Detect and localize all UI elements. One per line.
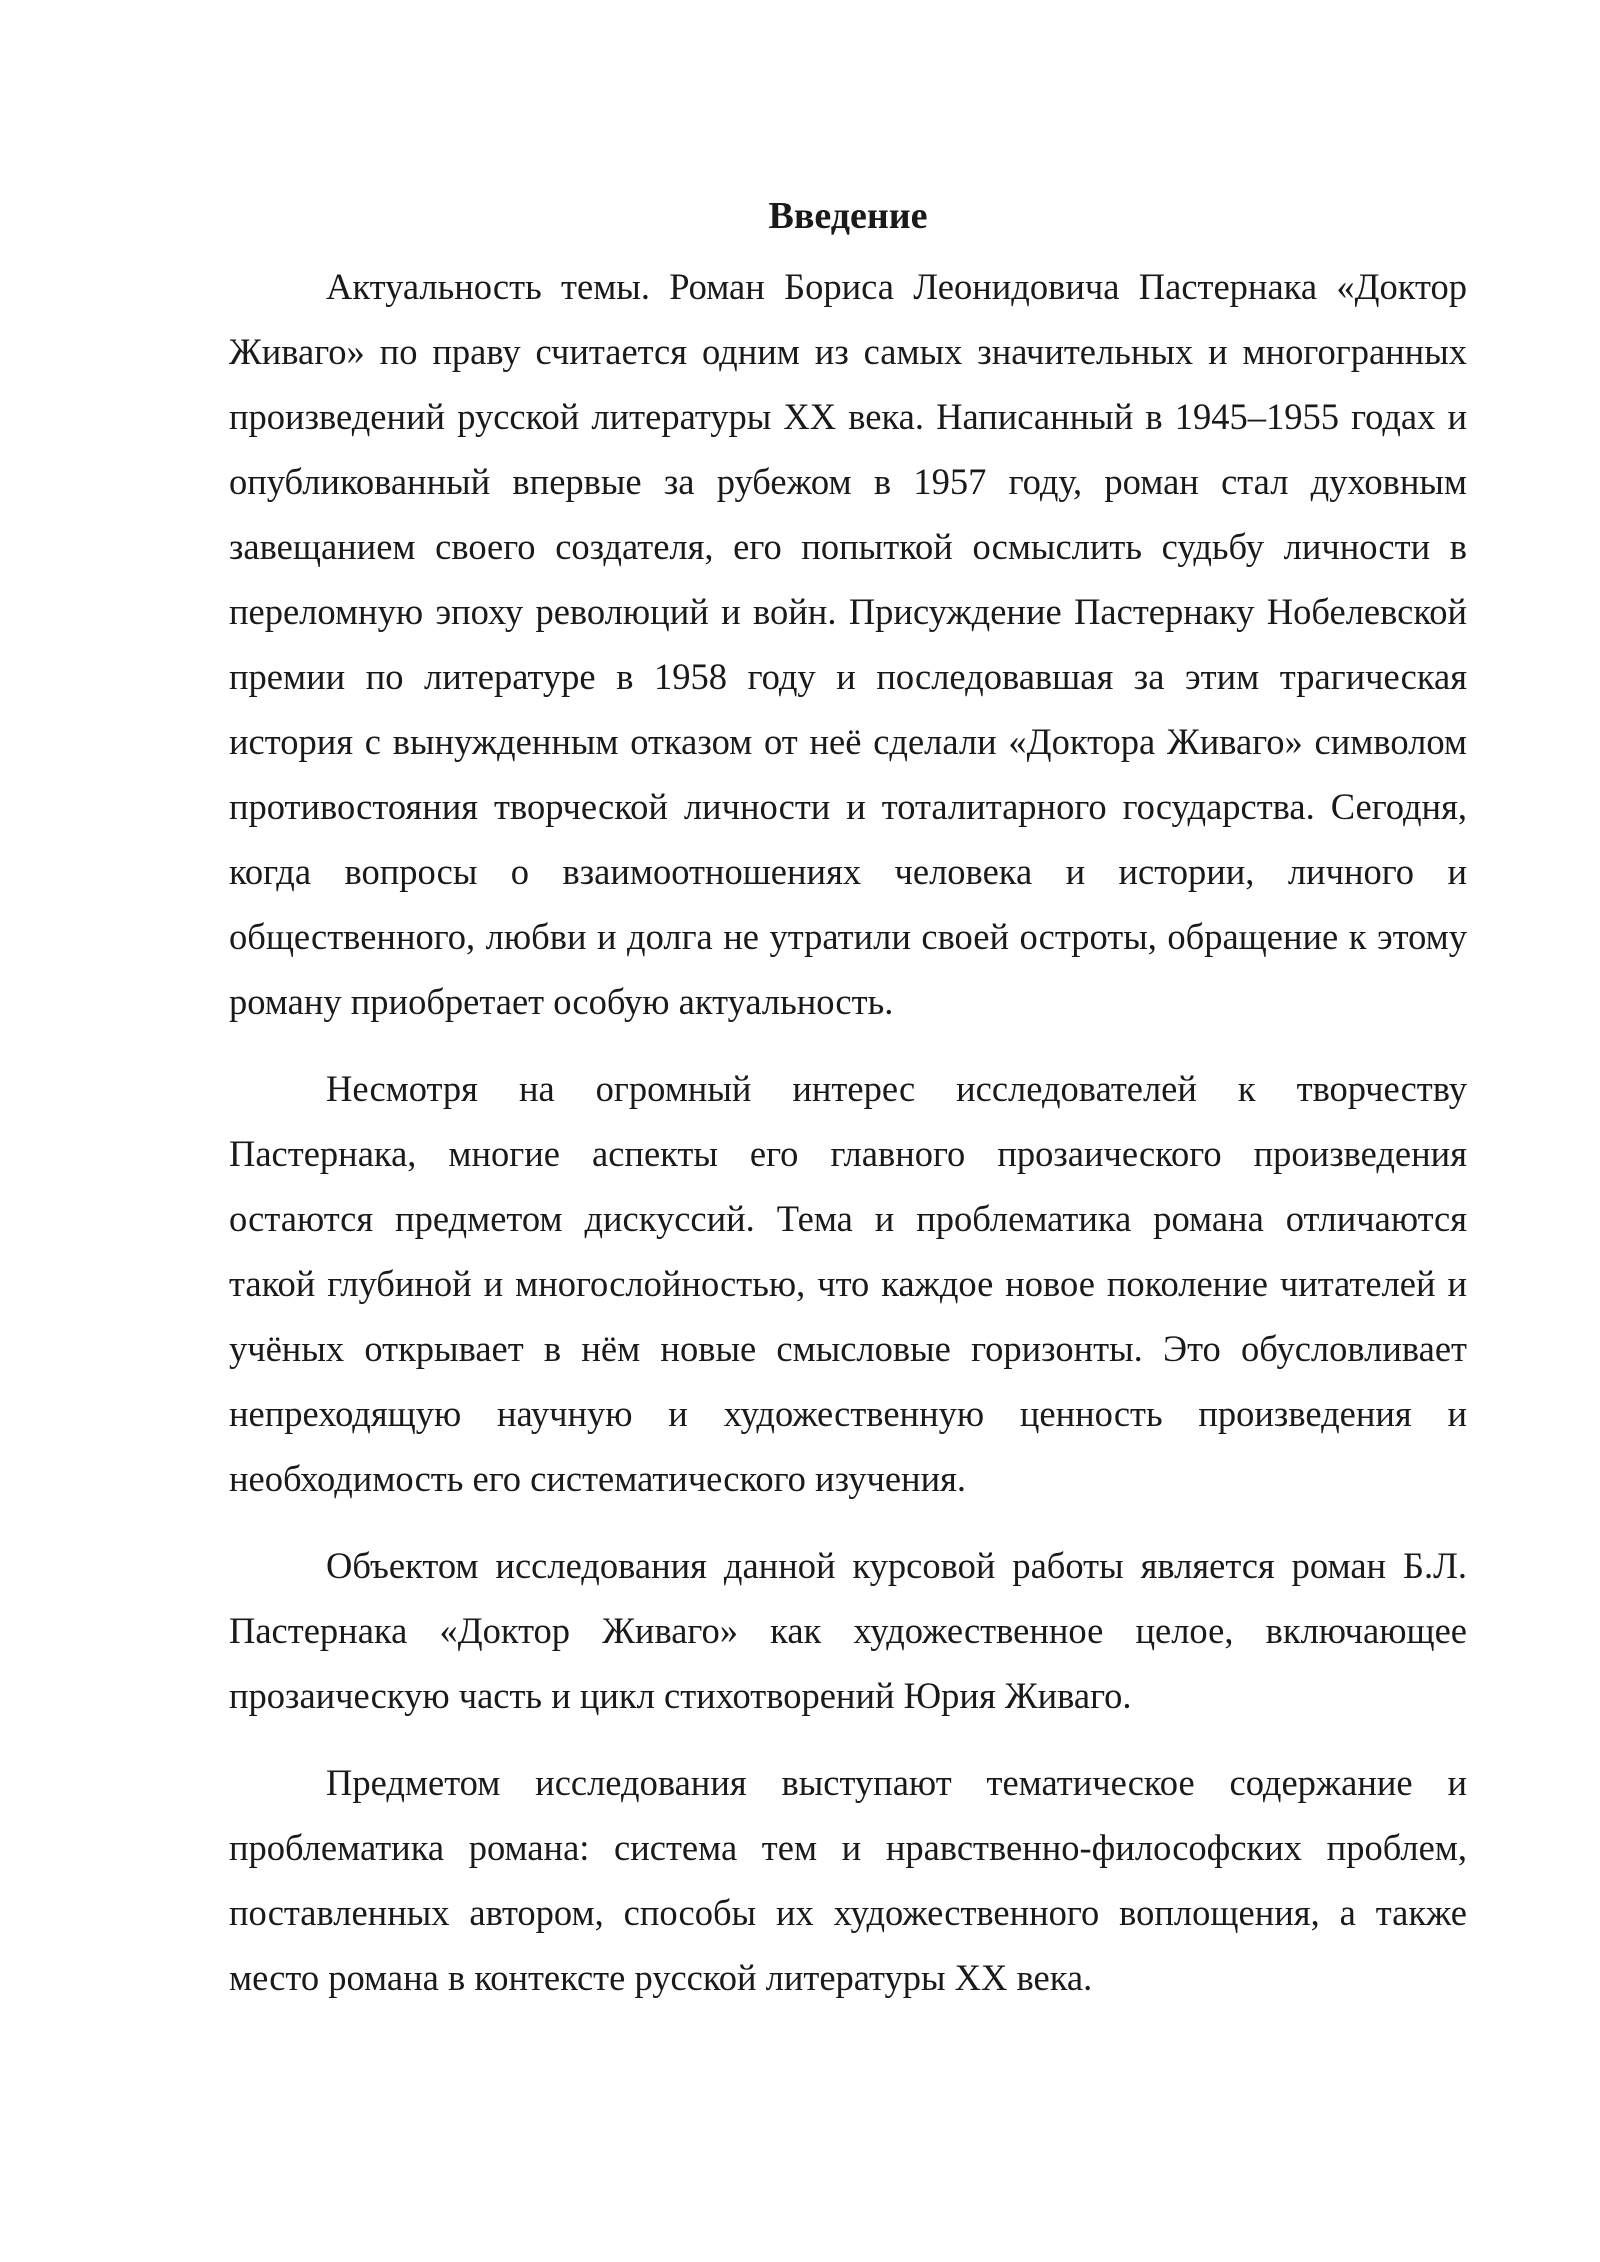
paragraph-research-subject: Предметом исследования выступают тематическое содержание и проблематика романа: система тем и нравственно-философских проблем, поставленных автором, способы их художественного воплощения, а также место романа в контексте русской литературы XX века. [229, 1762, 1467, 1998]
page-title: Введение [768, 195, 928, 237]
page-content [229, 186, 1467, 2010]
paragraph-research-object: Объектом исследования данной курсовой работы является роман Б.Л. Пастернака «Доктор Живаго» как художественное целое, включающее прозаическую часть и цикл стихотворений Юрия Живаго. [229, 1545, 1467, 1716]
paragraph-relevance: Актуальность темы. Роман Бориса Леонидовича Пастернака «Доктор Живаго» по праву считается одним из самых значительных и многогранных произведений русской литературы XX века. Написанный в 1945–1955 годах и опубликованный впервые за рубежом в 1957 году, роман стал духовным завещанием своего создателя, его попыткой осмыслить судьбу личности в переломную эпоху революций и войн. Присуждение Пастернаку Нобелевской премии по литературе в 1958 году и последовавшая за этим трагическая история с вынужденным отказом от неё сделали «Доктора Живаго» символом противостояния творческой личности и тоталитарного государства. Сегодня, когда вопросы о взаимоотношениях человека и истории, личного и общественного, любви и долга не утратили своей остроты, обращение к этому роману приобретает особую актуальность. [229, 266, 1467, 1022]
paragraph-research-interest: Несмотря на огромный интерес исследователей к творчеству Пастернака, многие аспекты его главного прозаического произведения остаются предметом дискуссий. Тема и проблематика романа отличаются такой глубиной и многослойностью, что каждое новое поколение читателей и учёных открывает в нём новые смысловые горизонты. Это обусловливает непреходящую научную и художественную ценность произведения и необходимость его систематического изучения. [229, 1068, 1467, 1499]
